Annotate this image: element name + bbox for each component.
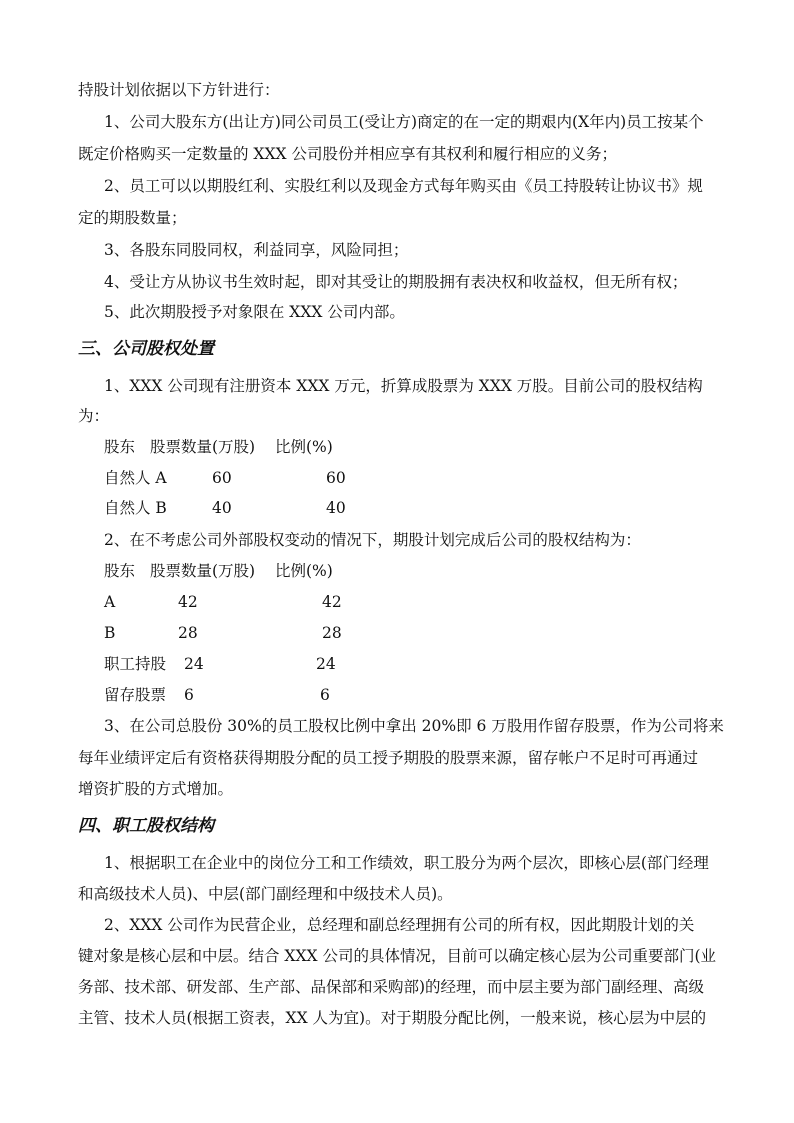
- table-cell: 24: [316, 655, 336, 673]
- text-line: 增资扩股的方式增加。: [78, 780, 234, 798]
- table-header-cell: 比例(%): [275, 438, 333, 456]
- text-line: 5、此次期股授予对象限在 XXX 公司内部。: [104, 303, 405, 321]
- table-cell: B: [104, 624, 116, 642]
- text-line: 主管、技术人员(根据工资表，XX 人为宜)。对于期股分配比例，一般来说，核心层为中层的: [78, 1009, 707, 1027]
- text-line: 每年业绩评定后有资格获得期股分配的员工授予期股的股票来源，留存帐户不足时可再通过: [78, 749, 699, 767]
- text-line: 1、XXX 公司现有注册资本 XXX 万元，折算成股票为 XXX 万股。目前公司的股权结构: [104, 377, 703, 395]
- table-cell: 自然人 A: [104, 469, 167, 487]
- table-cell: 6: [320, 686, 330, 704]
- table-cell: 60: [326, 469, 346, 487]
- table-header-cell: 比例(%): [275, 562, 333, 580]
- table-cell: 6: [184, 686, 194, 704]
- table-header-cell: 股票数量(万股): [150, 438, 256, 456]
- text-line: 4、受让方从协议书生效时起，即对其受让的期股拥有表决权和收益权，但无所有权；: [104, 273, 688, 291]
- text-line: 1、公司大股东方(出让方)同公司员工(受让方)商定的在一定的期艰内(X年内)员工按某个: [104, 113, 704, 131]
- table-cell: 自然人 B: [104, 499, 167, 517]
- text-line: 既定价格购买一定数量的 XXX 公司股份并相应享有其权利和履行相应的义务；: [78, 145, 617, 163]
- text-line: 2、在不考虑公司外部股权变动的情况下，期股计划完成后公司的股权结构为：: [104, 531, 641, 549]
- text-line: 3、在公司总股份 30%的员工股权比例中拿出 20%即 6 万股用作留存股票，作为公司将来: [104, 717, 724, 735]
- section-heading: 三、公司股权处置: [78, 339, 214, 359]
- text-line: 务部、技术部、研发部、生产部、品保部和采购部)的经理，而中层主要为部门副经理、高级: [78, 978, 705, 996]
- text-line: 为：: [78, 407, 110, 425]
- text-line: 2、员工可以以期股红利、实股红利以及现金方式每年购买由《员工持股转让协议书》规: [104, 177, 703, 195]
- table-header-cell: 股东: [104, 562, 136, 580]
- text-line: 持股计划依据以下方针进行：: [78, 81, 280, 99]
- table-cell: A: [104, 593, 116, 611]
- table-header-cell: 股东: [104, 438, 136, 456]
- table-cell: 60: [212, 469, 232, 487]
- table-cell: 42: [322, 593, 342, 611]
- table-cell: 42: [178, 593, 198, 611]
- table-cell: 28: [178, 624, 198, 642]
- text-line: 键对象是核心层和中层。结合 XXX 公司的具体情况，目前可以确定核心层为公司重要部门(业: [78, 947, 717, 965]
- text-line: 1、根据职工在企业中的岗位分工和工作绩效，职工股分为两个层次，即核心层(部门经理: [104, 854, 709, 872]
- table-cell: 28: [322, 624, 342, 642]
- table-cell: 40: [326, 499, 346, 517]
- table-cell: 24: [184, 655, 204, 673]
- text-line: 3、各股东同股同权，利益同享，风险同担；: [104, 241, 409, 259]
- text-line: 和高级技术人员)、中层(部门副经理和中级技术人员)。: [78, 885, 453, 903]
- table-cell: 留存股票: [104, 686, 167, 704]
- table-header-cell: 股票数量(万股): [150, 562, 256, 580]
- section-heading: 四、职工股权结构: [78, 816, 214, 836]
- table-cell: 40: [212, 499, 232, 517]
- text-line: 2、XXX 公司作为民营企业，总经理和副总经理拥有公司的所有权，因此期股计划的关: [104, 916, 695, 934]
- text-line: 定的期股数量；: [78, 209, 187, 227]
- table-cell: 职工持股: [104, 655, 167, 673]
